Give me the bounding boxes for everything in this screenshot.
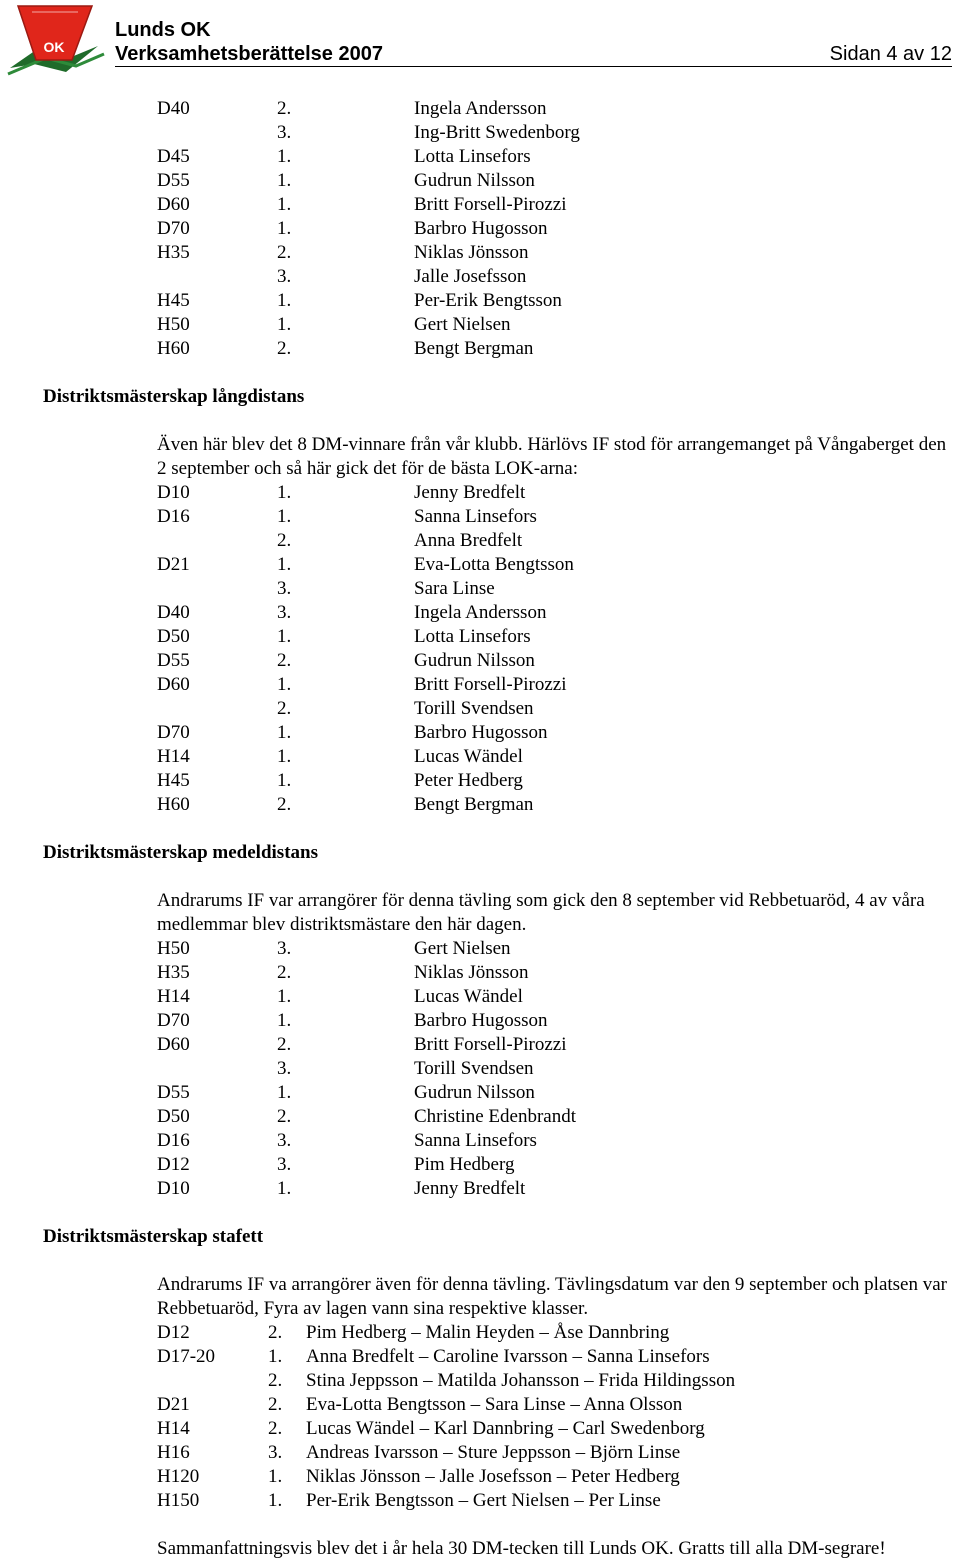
result-row: [0, 961, 960, 985]
result-class: H16: [157, 1442, 190, 1463]
result-row: [0, 1417, 960, 1441]
result-place: 1.: [277, 674, 292, 695]
result-place: 2.: [277, 1106, 292, 1127]
result-place: 1.: [277, 506, 292, 527]
result-place: 1.: [277, 770, 292, 791]
result-class: H50: [157, 314, 190, 335]
result-row: [0, 1033, 960, 1057]
result-row: [0, 577, 960, 601]
doc-title-line: [115, 42, 952, 67]
result-name: Ingela Andersson: [414, 98, 547, 119]
result-class: H45: [157, 770, 190, 791]
result-row: [0, 625, 960, 649]
result-place: 1.: [277, 218, 292, 239]
result-class: D16: [157, 506, 190, 527]
result-name: Bengt Bergman: [414, 794, 534, 815]
result-place: 2.: [277, 1034, 292, 1055]
result-place: 1.: [277, 722, 292, 743]
result-row: [0, 169, 960, 193]
result-row: [0, 145, 960, 169]
top-results-list: [0, 97, 960, 361]
result-row: [0, 697, 960, 721]
result-place: 1.: [277, 746, 292, 767]
result-name: Gert Nielsen: [414, 938, 511, 959]
result-class: D40: [157, 602, 190, 623]
result-name: Gudrun Nilsson: [414, 170, 535, 191]
result-place: 3.: [277, 266, 292, 287]
result-name: Sanna Linsefors: [414, 1130, 537, 1151]
result-row: [0, 265, 960, 289]
result-row: [0, 97, 960, 121]
result-name: Niklas Jönsson: [414, 962, 529, 983]
result-place: 1.: [277, 170, 292, 191]
result-name: Lucas Wändel: [414, 986, 523, 1007]
result-place: 3.: [277, 1154, 292, 1175]
result-name: Christine Edenbrandt: [414, 1106, 576, 1127]
result-name: Jenny Bredfelt: [414, 1178, 526, 1199]
result-name: Pim Hedberg: [414, 1154, 515, 1175]
result-place: 1.: [277, 146, 292, 167]
result-place: 3.: [277, 938, 292, 959]
result-class: D21: [157, 554, 190, 575]
doc-title: Verksamhetsberättelse 2007: [115, 43, 383, 65]
result-place: 3.: [268, 1442, 283, 1463]
result-class: D60: [157, 194, 190, 215]
result-name: Torill Svendsen: [414, 1058, 534, 1079]
result-name: Barbro Hugosson: [414, 218, 548, 239]
section-intro-middle: Andrarums IF var arrangörer för denna tävling som gick den 8 september vid Rebbetuaröd, 4 av våra medlemmar blev distriktsmästare den här dagen.: [157, 890, 925, 935]
result-class: D60: [157, 674, 190, 695]
result-place: 1.: [277, 1082, 292, 1103]
result-row: [0, 1321, 960, 1345]
result-row: [0, 649, 960, 673]
result-place: 1.: [277, 1010, 292, 1031]
result-class: D12: [157, 1322, 190, 1343]
result-class: D55: [157, 1082, 190, 1103]
result-place: 2.: [268, 1322, 283, 1343]
result-name: Jalle Josefsson: [414, 266, 527, 287]
result-name: Peter Hedberg: [414, 770, 523, 791]
result-row: [0, 721, 960, 745]
result-row: [0, 289, 960, 313]
result-class: D40: [157, 98, 190, 119]
result-class: D70: [157, 218, 190, 239]
result-place: 1.: [277, 986, 292, 1007]
result-place: 3.: [277, 122, 292, 143]
result-name: Anna Bredfelt – Caroline Ivarsson – Sanna Linsefors: [306, 1346, 710, 1367]
result-name: Per-Erik Bengtsson – Gert Nielsen – Per Linse: [306, 1490, 661, 1511]
result-place: 2.: [277, 794, 292, 815]
result-class: H45: [157, 290, 190, 311]
result-class: D70: [157, 722, 190, 743]
result-name: Lotta Linsefors: [414, 626, 531, 647]
result-row: [0, 1129, 960, 1153]
result-class: D16: [157, 1130, 190, 1151]
result-name: Lotta Linsefors: [414, 146, 531, 167]
result-class: D10: [157, 482, 190, 503]
result-name: Britt Forsell-Pirozzi: [414, 1034, 567, 1055]
result-row: [0, 481, 960, 505]
result-name: Gert Nielsen: [414, 314, 511, 335]
page-number: Sidan 4 av 12: [829, 43, 952, 65]
result-name: Bengt Bergman: [414, 338, 534, 359]
result-row: [0, 1105, 960, 1129]
result-class: D12: [157, 1154, 190, 1175]
result-class: H60: [157, 794, 190, 815]
result-row: [0, 673, 960, 697]
result-row: [0, 769, 960, 793]
result-place: 3.: [277, 1058, 292, 1079]
lunds-ok-logo-icon: [6, 2, 106, 76]
result-name: Eva-Lotta Bengtsson: [414, 554, 574, 575]
result-class: D60: [157, 1034, 190, 1055]
result-place: 2.: [277, 530, 292, 551]
section-intro-relay: Andrarums IF va arrangörer även för denna tävling. Tävlingsdatum var den 9 september och platsen var Rebbetuaröd, Fyra av lagen vann sina respektive klasser.: [157, 1274, 947, 1319]
result-place: 1.: [277, 194, 292, 215]
result-name: Ing-Britt Swedenborg: [414, 122, 580, 143]
result-row: [0, 529, 960, 553]
result-place: 1.: [277, 626, 292, 647]
section-heading-middle: Distriktsmästerskap medeldistans: [43, 842, 318, 863]
section-intro-long: Även här blev det 8 DM-vinnare från vår klubb. Härlövs IF stod för arrangemanget på Vångaberget den 2 september och så här gick det för de bästa LOK-arna:: [157, 434, 947, 479]
result-place: 3.: [277, 578, 292, 599]
result-class: D17-20: [157, 1346, 216, 1367]
result-name: Jenny Bredfelt: [414, 482, 526, 503]
result-name: Stina Jeppsson – Matilda Johansson – Frida Hildingsson: [306, 1370, 736, 1391]
result-row: [0, 1153, 960, 1177]
result-row: [0, 1489, 960, 1513]
result-row: [0, 553, 960, 577]
result-class: H14: [157, 1418, 190, 1439]
long-results-list: [0, 481, 960, 817]
result-row: [0, 1441, 960, 1465]
org-name: Lunds OK: [115, 19, 211, 41]
result-place: 2.: [268, 1418, 283, 1439]
section-heading-long: Distriktsmästerskap långdistans: [43, 386, 305, 407]
result-name: Barbro Hugosson: [414, 722, 548, 743]
result-place: 2.: [277, 98, 292, 119]
result-place: 2.: [277, 650, 292, 671]
page-header: [0, 0, 960, 80]
result-class: H14: [157, 746, 190, 767]
result-class: H35: [157, 242, 190, 263]
result-row: [0, 1081, 960, 1105]
result-name: Niklas Jönsson – Jalle Josefsson – Peter Hedberg: [306, 1466, 680, 1487]
result-row: [0, 985, 960, 1009]
document-body: [0, 97, 960, 1561]
result-row: [0, 505, 960, 529]
result-row: [0, 745, 960, 769]
result-row: [0, 1345, 960, 1369]
result-class: D50: [157, 1106, 190, 1127]
result-place: 1.: [277, 554, 292, 575]
result-row: [0, 1177, 960, 1201]
result-row: [0, 1057, 960, 1081]
result-place: 3.: [277, 1130, 292, 1151]
result-name: Gudrun Nilsson: [414, 1082, 535, 1103]
result-name: Torill Svendsen: [414, 698, 534, 719]
result-row: [0, 337, 960, 361]
result-name: Gudrun Nilsson: [414, 650, 535, 671]
result-class: H35: [157, 962, 190, 983]
result-row: [0, 601, 960, 625]
result-name: Pim Hedberg – Malin Heyden – Åse Dannbring: [306, 1322, 670, 1343]
result-place: 2.: [277, 242, 292, 263]
result-place: 1.: [277, 1178, 292, 1199]
result-row: [0, 1369, 960, 1393]
result-row: [0, 121, 960, 145]
result-class: H150: [157, 1490, 200, 1511]
result-class: D10: [157, 1178, 190, 1199]
result-class: D45: [157, 146, 190, 167]
result-name: Britt Forsell-Pirozzi: [414, 194, 567, 215]
result-name: Ingela Andersson: [414, 602, 547, 623]
summary-text: Sammanfattningsvis blev det i år hela 30 DM-tecken till Lunds OK. Gratts till alla DM-segrare!: [157, 1538, 886, 1559]
result-name: Per-Erik Bengtsson: [414, 290, 562, 311]
result-name: Britt Forsell-Pirozzi: [414, 674, 567, 695]
result-row: [0, 1465, 960, 1489]
result-name: Sara Linse: [414, 578, 495, 599]
result-place: 1.: [277, 314, 292, 335]
result-place: 2.: [268, 1370, 283, 1391]
result-row: [0, 1009, 960, 1033]
result-class: D21: [157, 1394, 190, 1415]
result-place: 1.: [268, 1490, 283, 1511]
result-name: Lucas Wändel: [414, 746, 523, 767]
result-class: D55: [157, 650, 190, 671]
section-heading-relay: Distriktsmästerskap stafett: [43, 1226, 264, 1247]
result-place: 2.: [277, 338, 292, 359]
result-class: H14: [157, 986, 190, 1007]
result-name: Lucas Wändel – Karl Dannbring – Carl Swedenborg: [306, 1418, 705, 1439]
result-row: [0, 241, 960, 265]
result-row: [0, 217, 960, 241]
result-name: Barbro Hugosson: [414, 1010, 548, 1031]
result-row: [0, 193, 960, 217]
result-name: Sanna Linsefors: [414, 506, 537, 527]
result-class: H120: [157, 1466, 200, 1487]
result-place: 1.: [268, 1466, 283, 1487]
result-name: Anna Bredfelt: [414, 530, 523, 551]
result-name: Eva-Lotta Bengtsson – Sara Linse – Anna Olsson: [306, 1394, 683, 1415]
result-place: 3.: [277, 602, 292, 623]
result-place: 2.: [277, 698, 292, 719]
result-row: [0, 313, 960, 337]
result-name: Niklas Jönsson: [414, 242, 529, 263]
result-class: H50: [157, 938, 190, 959]
result-row: [0, 937, 960, 961]
svg-text:OK: OK: [43, 39, 65, 55]
result-class: D70: [157, 1010, 190, 1031]
result-place: 2.: [277, 962, 292, 983]
result-class: H60: [157, 338, 190, 359]
result-row: [0, 1393, 960, 1417]
result-place: 1.: [268, 1346, 283, 1367]
result-class: D55: [157, 170, 190, 191]
middle-results-list: [0, 937, 960, 1201]
result-name: Andreas Ivarsson – Sture Jeppsson – Björn Linse: [306, 1442, 681, 1463]
result-row: [0, 793, 960, 817]
result-place: 1.: [277, 290, 292, 311]
result-place: 2.: [268, 1394, 283, 1415]
result-place: 1.: [277, 482, 292, 503]
relay-results-list: [0, 1321, 960, 1513]
result-class: D50: [157, 626, 190, 647]
